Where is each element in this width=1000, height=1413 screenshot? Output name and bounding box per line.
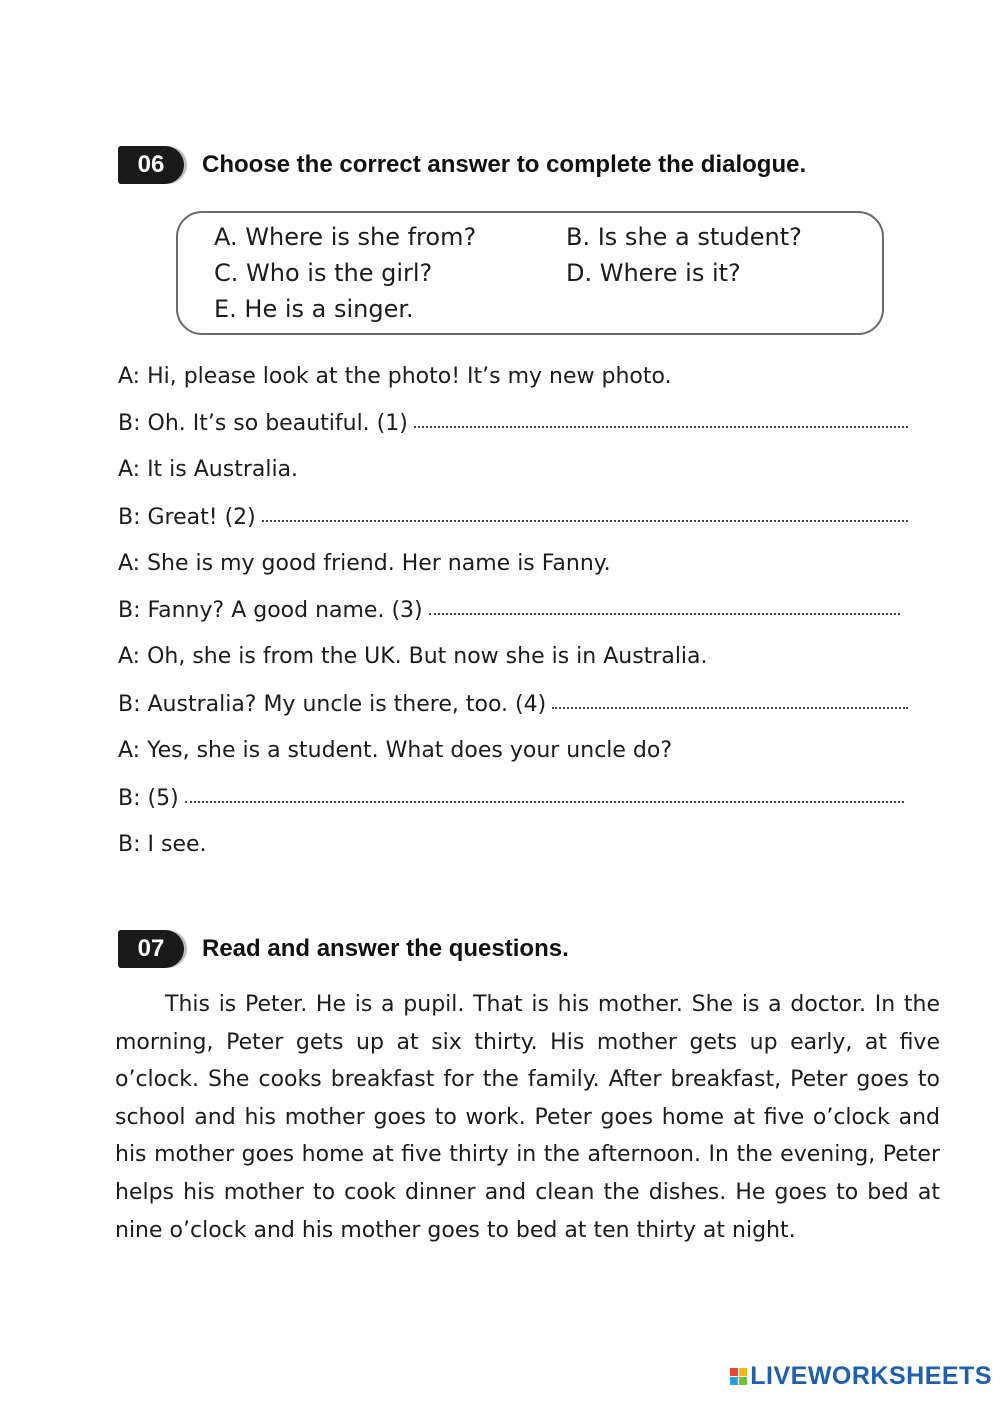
section-07-number-badge: 07 — [118, 930, 184, 968]
answer-blank-4[interactable] — [552, 689, 908, 709]
dialogue-text: B: Australia? My uncle is there, too. (4) — [118, 692, 547, 717]
dialogue-line-9 — [118, 738, 908, 763]
section-07-header — [118, 930, 569, 968]
dialogue-text: A: Hi, please look at the photo! It’s my new photo. — [118, 364, 672, 389]
dialogue-text: B: Great! (2) — [118, 505, 256, 530]
liveworksheets-watermark — [730, 1362, 992, 1391]
dialogue-text: A: It is Australia. — [118, 457, 299, 482]
dialogue-text: B: Oh. It’s so beautiful. (1) — [118, 411, 408, 436]
dialogue-line-1 — [118, 364, 908, 389]
answer-options-box — [176, 211, 884, 335]
dialogue-line-8 — [118, 691, 908, 717]
dialogue-text: B: (5) — [118, 786, 179, 811]
answer-blank-3[interactable] — [429, 595, 900, 615]
answer-blank-5[interactable] — [185, 783, 904, 803]
dialogue-line-11 — [118, 832, 908, 857]
dialogue-line-4 — [118, 504, 908, 530]
option-b: B. Is she a student? — [566, 223, 802, 251]
liveworksheets-logo-icon — [730, 1368, 747, 1385]
dialogue-line-7 — [118, 644, 908, 669]
liveworksheets-logo-text: LIVEWORKSHEETS — [750, 1362, 992, 1390]
dialogue-line-10 — [118, 785, 904, 811]
dialogue-text: A: Oh, she is from the UK. But now she is in Australia. — [118, 644, 708, 669]
option-e: E. He is a singer. — [214, 295, 414, 323]
answer-blank-1[interactable] — [414, 408, 908, 428]
reading-passage: This is Peter. He is a pupil. That is his mother. She is a doctor. In the morning, Peter gets up at six thirty. His mother gets up early, at five o’clock. She cooks breakfast for the family. After breakfast, Peter goes to school and his mother goes to work. Peter goes home at five o’clock and his mother goes home at five thirty in the afternoon. In the evening, Peter helps his mother to cook dinner and clean the dishes. He goes to bed at nine o’clock and his mother goes to bed at ten thirty at night. — [115, 992, 940, 1243]
dialogue-line-5 — [118, 551, 908, 576]
section-06-title: Choose the correct answer to complete the dialogue. — [202, 151, 807, 178]
answer-blank-2[interactable] — [262, 502, 908, 522]
section-06-number-badge: 06 — [118, 146, 184, 184]
option-a: A. Where is she from? — [214, 223, 477, 251]
section-07-title: Read and answer the questions. — [202, 935, 569, 962]
option-c: C. Who is the girl? — [214, 259, 433, 287]
dialogue-line-3 — [118, 457, 908, 482]
dialogue-text: B: Fanny? A good name. (3) — [118, 598, 423, 623]
option-d: D. Where is it? — [566, 259, 741, 287]
dialogue-text: A: She is my good friend. Her name is Fanny. — [118, 551, 611, 576]
dialogue-line-6 — [118, 597, 900, 623]
dialogue-text: A: Yes, she is a student. What does your uncle do? — [118, 738, 673, 763]
dialogue-line-2 — [118, 410, 908, 436]
dialogue-text: B: I see. — [118, 832, 207, 857]
section-06-header — [118, 146, 806, 184]
